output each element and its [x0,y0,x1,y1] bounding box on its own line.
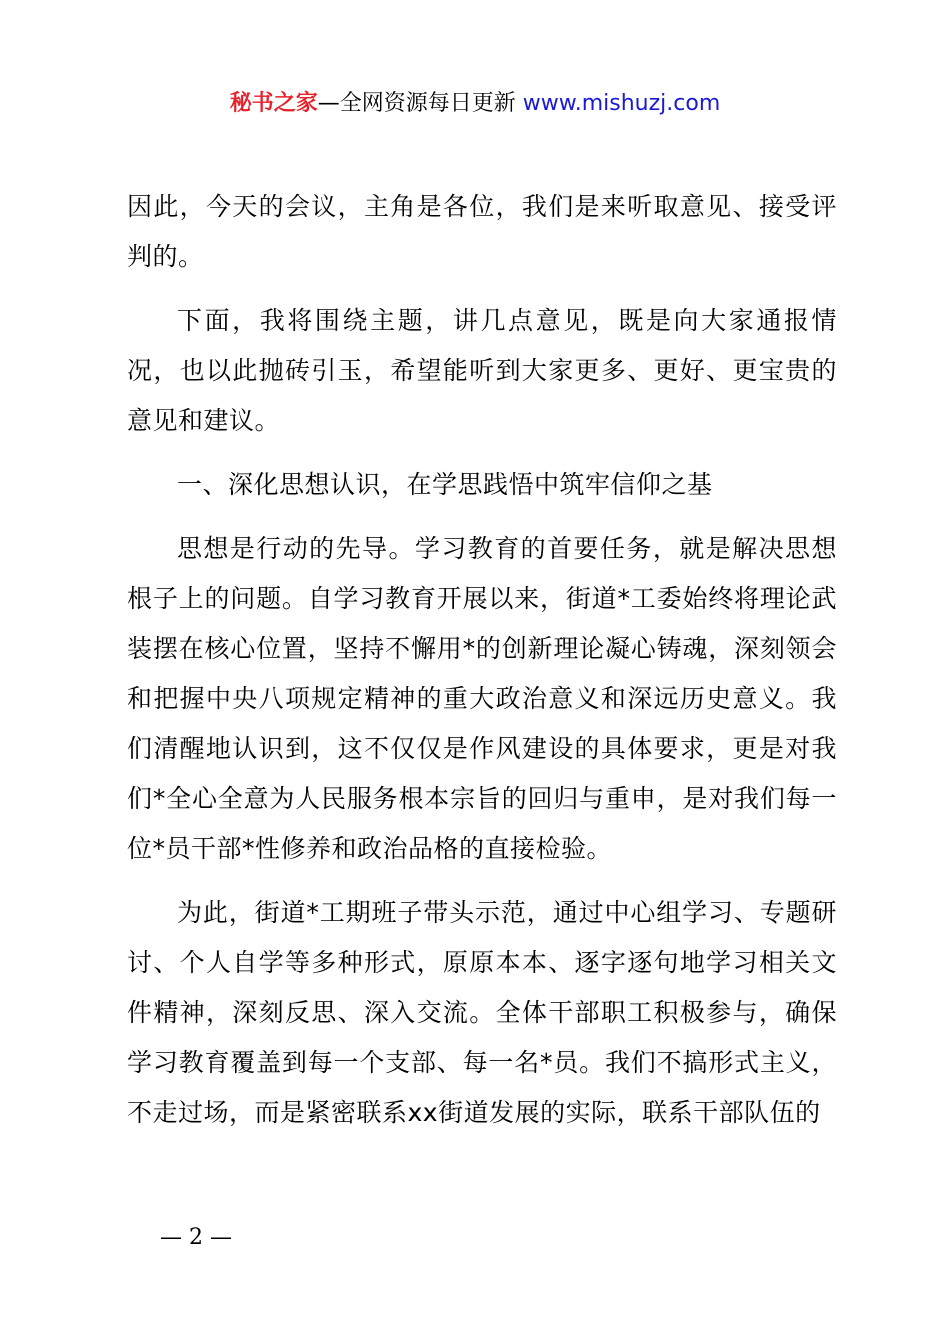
site-header [0,88,950,120]
paragraph-body: 为此，街道*工期班子带头示范，通过中心组学习、专题研讨、个人自学等多种形式，原原本本、逐字逐句地学习相关文件精神，深刻反思、深入交流。全体干部职工积极参与，确保学习教育覆盖到每一个支部、每一名*员。我们不搞形式主义，不走过场，而是紧密联系xx街道发展的实际，联系干部队伍的 [127,898,837,1127]
section-heading: 一、深化思想认识，在学思践悟中筑牢信仰之基 [177,470,713,499]
brand-name: 秘书之家 [229,91,318,116]
page-number: — 2 — [160,1225,232,1250]
paragraph-body: 思想是行动的先导。学习教育的首要任务，就是解决思想根子上的问题。自学习教育开展以来，街道*工委始终将理论武装摆在核心位置，坚持不懈用*的创新理论凝心铸魂，深刻领会和把握中央八项规定精神的重大政治意义和深远历史意义。我们清醒地认识到，这不仅仅是作风建设的具体要求，更是对我们*全心全意为人民服务根本宗旨的回归与重申，是对我们每一位*员干部*性修养和政治品格的直接检验。 [127,534,837,863]
site-url-link[interactable]: www.mishuzj.com [522,91,721,116]
paragraph-intro: 下面，我将围绕主题，讲几点意见，既是向大家通报情况，也以此抛砖引玉，希望能听到大家更多、更好、更宝贵的意见和建议。 [127,306,837,435]
document-body [127,182,837,1152]
header-tagline: —全网资源每日更新 [317,91,516,116]
paragraph-continuation: 因此，今天的会议，主角是各位，我们是来听取意见、接受评判的。 [127,192,837,271]
